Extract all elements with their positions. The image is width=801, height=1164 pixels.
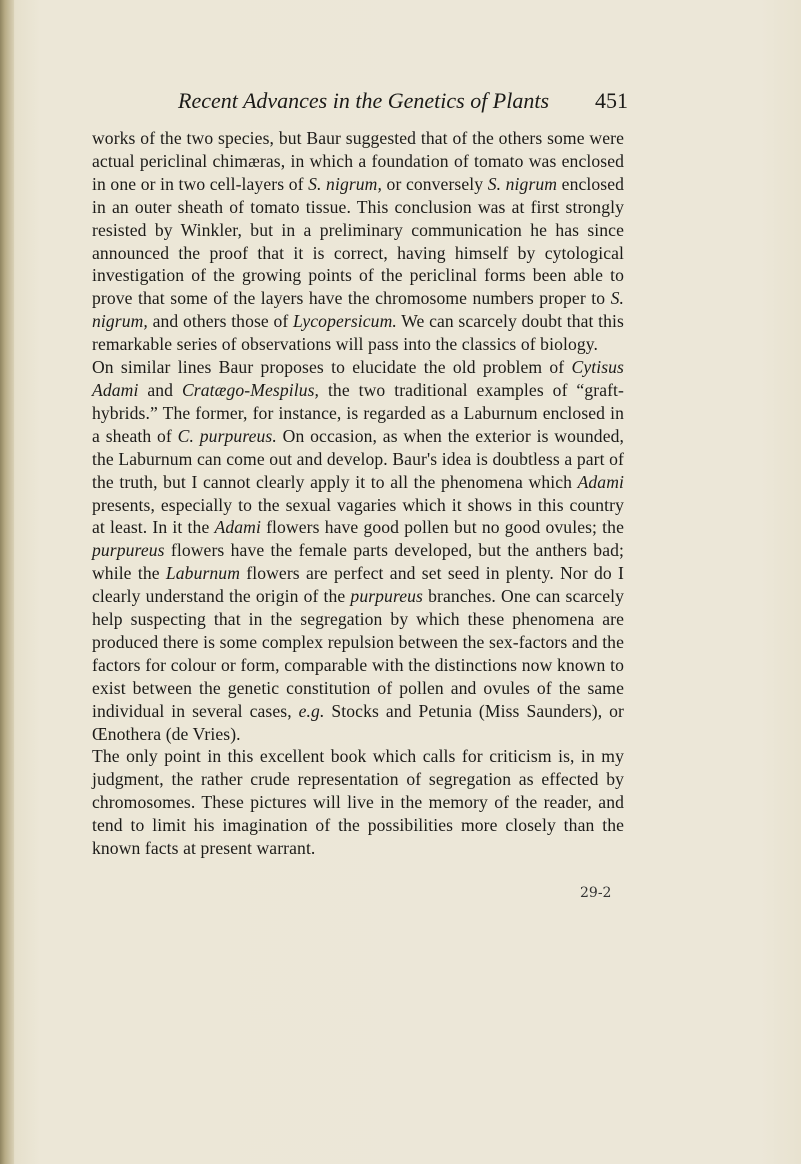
- running-title: Recent Advances in the Genetics of Plants: [178, 88, 550, 113]
- page-number: 451: [595, 88, 628, 113]
- signature-mark: 29-2: [580, 885, 612, 901]
- paragraph-1: works of the two species, but Baur suggested that of the others some were actual periclinal chimæras, in which a foundation of tomato was enclosed in one or in two cell-layers of S. nigrum, or conversely S. nigrum enclosed in an outer sheath of tomato tissue. This conclusion was at first strongly resisted by Winkler, but in a preliminary communication he has since announced the proof that it is correct, having himself by cytological investigation of the growing points of the periclinal forms been able to prove that some of the layers have the chromosome numbers proper to S. nigrum, and others those of Lycopersicum. We can scarcely doubt that this remarkable series of observations will pass into the classics of biology.: [92, 128, 625, 355]
- paragraph-2: On similar lines Baur proposes to elucidate the old problem of Cytisus Adami and Cratægo-Mespilus, the two traditional examples of “graft-hybrids.” The former, for instance, is regarded as a Laburnum enclosed in a sheath of C. purpureus. On occasion, as when the exterior is wounded, the Laburnum can come out and develop. Baur's idea is doubtless a part of the truth, but I cannot clearly apply it to all the phenomena which Adami presents, especially to the sexual vagaries which it shows in this country at least. In it the Adami flowers have good pollen but no good ovules; the purpureus flowers have the female parts developed, but the anthers bad; while the Laburnum flowers are perfect and set seed in plenty. Nor do I clearly understand the origin of the purpureus branches. One can scarcely help suspecting that in the segregation by which these phenomena are produced there is some complex repulsion between the sex-factors and the factors for colour or form, comparable with the distinctions now known to exist between the genetic constitution of pollen and ovules of the same individual in several cases, e.g. Stocks and Petunia (Miss Saunders), or Œnothera (de Vries).: [92, 357, 625, 744]
- book-spine-shadow: [0, 0, 14, 1164]
- paragraph-3: The only point in this excellent book which calls for criticism is, in my judgment, the rather crude representation of segregation as effected by chromosomes. These pictures will live in the memory of the reader, and tend to limit his imagination of the possibilities more closely than the known facts at present warrant.: [92, 746, 624, 859]
- body-text: [92, 127, 624, 860]
